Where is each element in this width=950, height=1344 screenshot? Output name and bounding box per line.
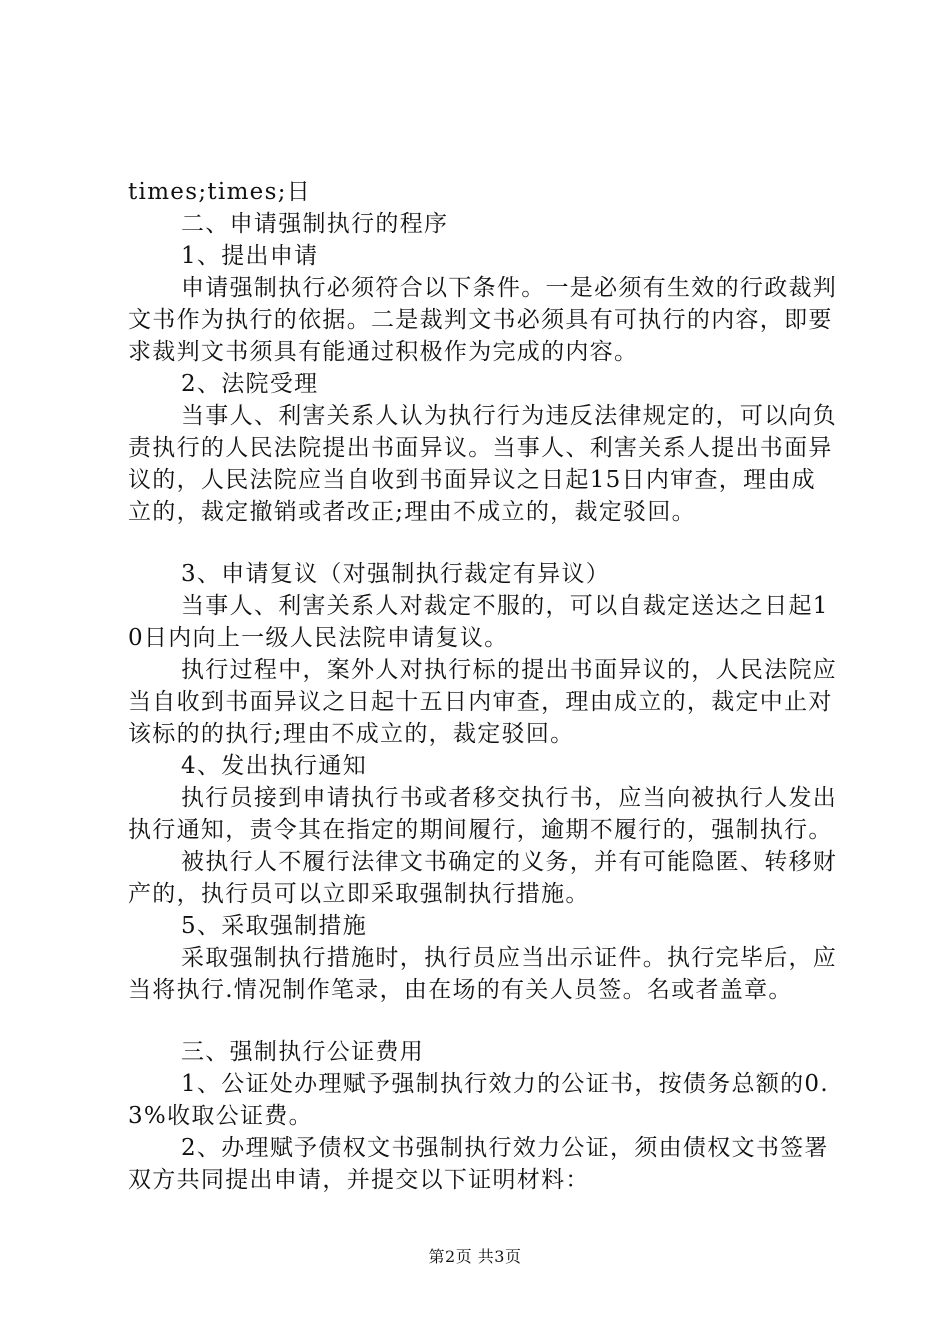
paragraph-notary-application: 2、办理赋予债权文书强制执行效力公证，须由债权文书签署双方共同提出申请，并提交以下证明材料： bbox=[128, 1135, 829, 1193]
section-heading-procedure: 二、申请强制执行的程序 bbox=[181, 211, 449, 237]
paragraph-1: times;times;日 bbox=[128, 179, 312, 205]
page-number-label: 第2页 共3页 bbox=[428, 1247, 522, 1266]
paragraph-third-party-objection: 执行过程中，案外人对执行标的提出书面异议的，人民法院应当自收到书面异议之日起十五日内审查，理由成立的，裁定中止对该标的的执行;理由不成立的，裁定驳回。 bbox=[128, 657, 838, 747]
subheading-court-acceptance: 2、法院受理 bbox=[181, 371, 319, 397]
document-body bbox=[128, 176, 840, 1196]
paragraph-immediate-measures: 被执行人不履行法律文书确定的义务，并有可能隐匿、转移财产的，执行员可以立即采取强制执行措施。 bbox=[128, 849, 838, 907]
paragraph-execution-notice: 执行员接到申请执行书或者移交执行书，应当向被执行人发出执行通知，责令其在指定的期间履行，逾期不履行的，强制执行。 bbox=[128, 785, 838, 843]
paragraph-enforcement-measures: 采取强制执行措施时，执行员应当出示证件。执行完毕后，应当将执行.情况制作笔录，由在场的有关人员签。名或者盖章。 bbox=[128, 945, 838, 1003]
paragraph-objection: 当事人、利害关系人认为执行行为违反法律规定的，可以向负责执行的人民法院提出书面异议。当事人、利害关系人提出书面异议的，人民法院应当自收到书面异议之日起15日内审查，理由成立的，裁定撤销或者改正;理由不成立的，裁定驳回。 bbox=[128, 403, 838, 525]
subheading-execution-notice: 4、发出执行通知 bbox=[181, 753, 368, 779]
subheading-submit-application: 1、提出申请 bbox=[181, 243, 319, 269]
page-footer bbox=[0, 1244, 950, 1267]
paragraph-application-conditions: 申请强制执行必须符合以下条件。一是必须有生效的行政裁判文书作为执行的依据。二是裁判文书必须具有可执行的内容，即要求裁判文书须具有能通过积极作为完成的内容。 bbox=[128, 275, 838, 365]
section-heading-notary-fees: 三、强制执行公证费用 bbox=[181, 1039, 424, 1065]
subheading-reconsideration: 3、申请复议（对强制执行裁定有异议） bbox=[181, 561, 611, 587]
paragraph-notary-fee-rate: 1、公证处办理赋予强制执行效力的公证书，按债务总额的0.3%收取公证费。 bbox=[128, 1071, 829, 1129]
subheading-enforcement-measures: 5、采取强制措施 bbox=[181, 913, 368, 939]
paragraph-reconsideration: 当事人、利害关系人对裁定不服的，可以自裁定送达之日起10日内向上一级人民法院申请复议。 bbox=[128, 593, 829, 651]
